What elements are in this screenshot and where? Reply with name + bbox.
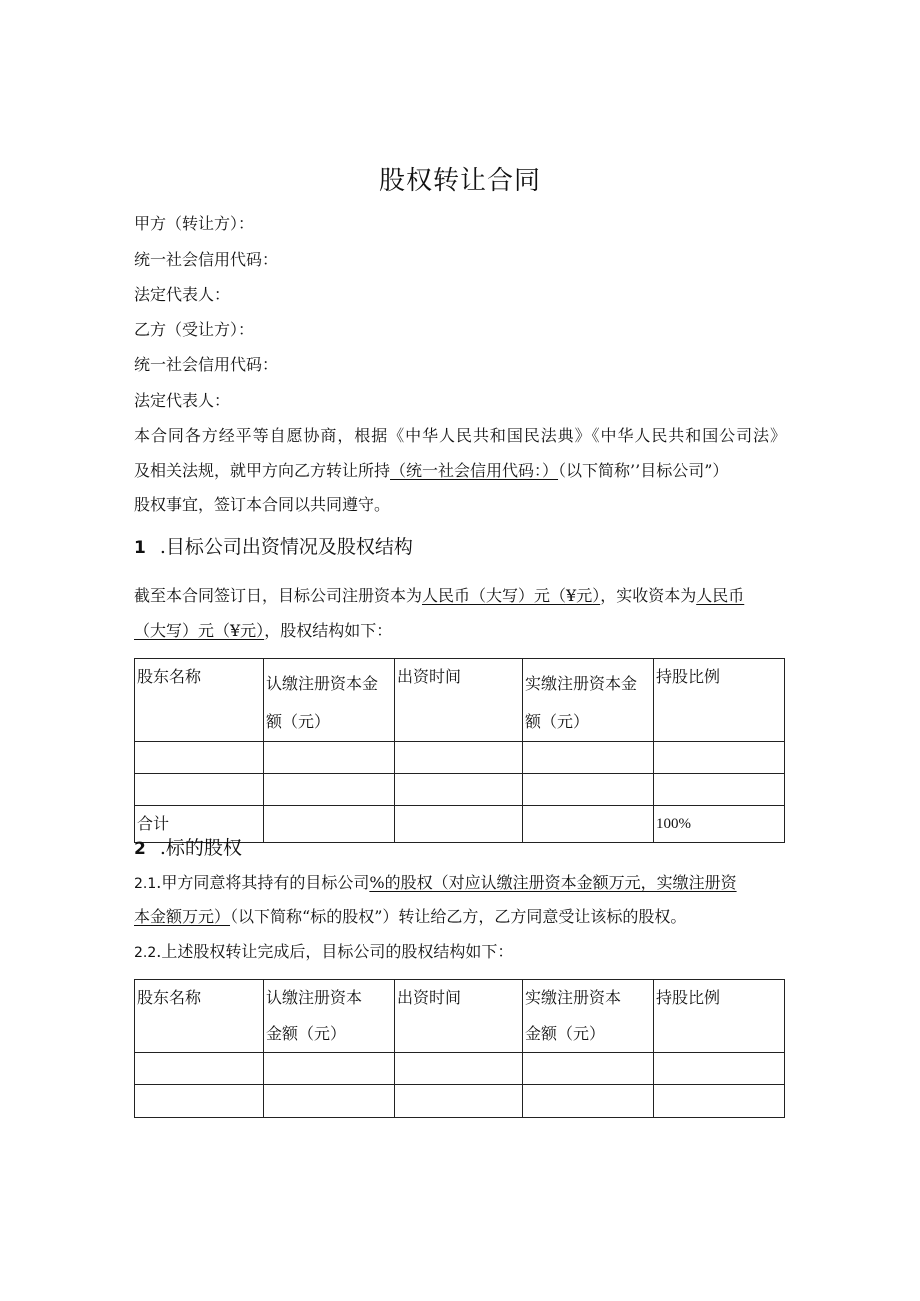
section-1-title: .目标公司出资情况及股权结构 xyxy=(159,536,413,558)
table-cell xyxy=(523,1053,654,1085)
preamble-line-3: 股权事宜，签订本合同以共同遵守。 xyxy=(134,495,391,514)
clause-2-1-suffix: （以下简称“标的股权”）转让给乙方，乙方同意受让该标的股权。 xyxy=(230,907,687,926)
table-header-cell: 实缴注册资本 金额（元） xyxy=(523,980,654,1053)
table-cell xyxy=(395,774,523,806)
table-header-row xyxy=(135,980,785,1053)
table-cell xyxy=(395,742,523,774)
table-cell xyxy=(264,742,395,774)
preamble-line-2 xyxy=(134,461,786,481)
registered-capital-blank: 人民币（大写）元（¥元） xyxy=(422,586,601,605)
section-1-number: 1 xyxy=(134,538,146,558)
equity-structure-table-1 xyxy=(134,658,785,843)
table-cell xyxy=(523,806,654,843)
paid-in-capital-blank: （大写）元（¥元） xyxy=(134,621,265,640)
table-row xyxy=(135,1085,785,1118)
table-header-cell: 股东名称 xyxy=(135,980,264,1053)
page-title: 股权转让合同 xyxy=(378,166,541,196)
total-percentage-cell: 100% xyxy=(654,806,785,843)
table-header-cell: 认缴注册资本 金额（元） xyxy=(264,980,395,1053)
section-1-para-line-2 xyxy=(134,621,786,641)
table-cell xyxy=(395,806,523,843)
table-cell xyxy=(654,1085,785,1118)
section-2-title: .标的股权 xyxy=(159,837,242,859)
clause-2-2-text: .上述股权转让完成后，目标公司的股权结构如下： xyxy=(156,942,514,961)
table-row xyxy=(135,742,785,774)
table-header-cell: 持股比例 xyxy=(654,980,785,1053)
clause-2-2-number: 2.2 xyxy=(134,945,157,961)
table-cell xyxy=(264,806,395,843)
table-row xyxy=(135,1053,785,1085)
table-cell xyxy=(523,742,654,774)
table-cell xyxy=(135,774,264,806)
table-cell xyxy=(264,774,395,806)
section-1-para-suffix: ，股权结构如下： xyxy=(264,621,393,640)
table-header-cell: 认缴注册资本金 额（元） xyxy=(264,659,395,742)
table-row xyxy=(135,774,785,806)
party-b-credit-code-label: 统一社会信用代码： xyxy=(134,355,279,374)
equity-structure-table-2 xyxy=(134,979,785,1118)
paid-in-capital-blank-start: 人民币 xyxy=(696,586,745,605)
target-equity-blank: %的股权（对应认缴注册资本金额万元，实缴注册资 xyxy=(369,873,737,892)
clause-2-1-text: .甲方同意将其持有的目标公司 xyxy=(156,873,370,892)
party-b-label: 乙方（受让方）： xyxy=(134,320,255,339)
party-a-legal-rep-label: 法定代表人： xyxy=(134,285,231,304)
preamble-line-2-text: 及相关法规，就甲方向乙方转让所持 xyxy=(134,461,391,480)
section-1-para-line-1 xyxy=(134,586,786,606)
table-cell xyxy=(395,1085,523,1118)
table-header-cell: 出资时间 xyxy=(395,980,523,1053)
party-a-credit-code-label: 统一社会信用代码： xyxy=(134,250,279,269)
table-header-row xyxy=(135,659,785,742)
target-equity-blank-end: 本金额万元） xyxy=(134,907,231,926)
table-cell xyxy=(654,1053,785,1085)
section-2-number: 2 xyxy=(134,839,146,859)
party-a-label: 甲方（转让方）： xyxy=(134,214,255,233)
table-cell xyxy=(264,1085,395,1118)
table-cell xyxy=(135,1053,264,1085)
section-1-para-text: 截至本合同签订日，目标公司注册资本为 xyxy=(134,586,423,605)
clause-2-1-number: 2.1 xyxy=(134,876,157,892)
total-label-cell: 合计 xyxy=(135,806,264,843)
preamble-line-2-suffix: （以下简称’’目标公司”） xyxy=(558,461,729,480)
table-cell xyxy=(654,742,785,774)
table-cell xyxy=(135,1085,264,1118)
table-cell xyxy=(523,1085,654,1118)
table-header-cell: 股东名称 xyxy=(135,659,264,742)
table-header-cell: 实缴注册资本金 额（元） xyxy=(523,659,654,742)
target-company-blank: （统一社会信用代码：） xyxy=(390,461,559,480)
clause-2-2 xyxy=(134,942,786,963)
table-header-cell: 持股比例 xyxy=(654,659,785,742)
section-1-heading xyxy=(134,535,413,560)
table-cell xyxy=(654,774,785,806)
table-header-cell: 出资时间 xyxy=(395,659,523,742)
clause-2-1-line-1 xyxy=(134,873,786,894)
table-cell xyxy=(523,774,654,806)
party-b-legal-rep-label: 法定代表人： xyxy=(134,391,231,410)
section-2-heading xyxy=(134,836,242,861)
table-cell xyxy=(264,1053,395,1085)
section-1-para-mid: ，实收资本为 xyxy=(600,586,697,605)
table-cell xyxy=(395,1053,523,1085)
preamble-line-1: 本合同各方经平等自愿协商，根据《中华人民共和国民法典》《中华人民共和国公司法》 xyxy=(134,426,786,445)
table-cell xyxy=(135,742,264,774)
clause-2-1-line-2 xyxy=(134,907,786,927)
